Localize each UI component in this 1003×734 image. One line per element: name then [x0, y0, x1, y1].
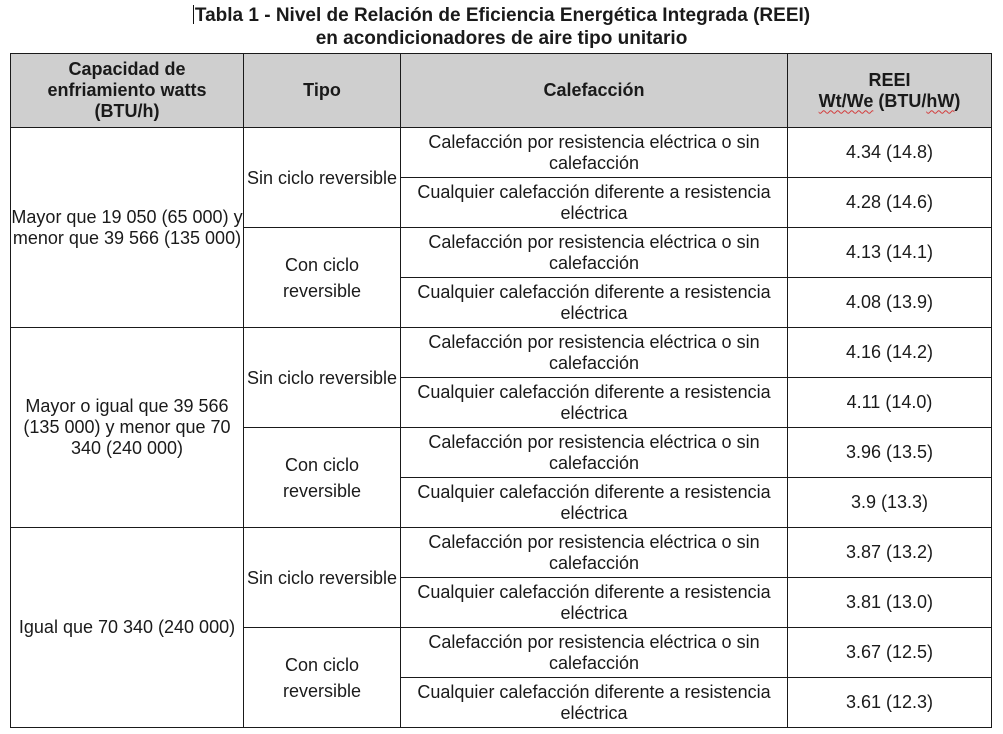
table-caption [0, 4, 1003, 50]
caption-line-1 [0, 4, 1003, 27]
capacity-line: menor que 39 566 (135 000) [12, 227, 242, 248]
header-reei [788, 54, 992, 128]
header-reei-label: REEI [868, 69, 911, 90]
text-cursor [193, 5, 194, 24]
table-row [11, 128, 992, 178]
tipo-cell: Sin ciclo reversible [244, 328, 401, 428]
header-row [11, 54, 992, 128]
calefaccion-cell: Calefacción por resistencia eléctrica o sin calefacción [401, 428, 788, 478]
tipo-cell: Con ciclo reversible [244, 428, 401, 528]
reei-value: 4.08 (13.9) [788, 278, 992, 328]
header-reei-unit: Wt/We (BTU/hW) [818, 90, 961, 111]
reei-value: 3.67 (12.5) [788, 628, 992, 678]
capacity-cell: Igual que 70 340 (240 000) [11, 528, 244, 728]
table-row [11, 528, 992, 578]
tipo-cell: Sin ciclo reversible [244, 128, 401, 228]
calefaccion-cell: Calefacción por resistencia eléctrica o sin calefacción [401, 628, 788, 678]
tipo-cell: Con ciclo reversible [244, 228, 401, 328]
calefaccion-cell: Cualquier calefacción diferente a resistencia eléctrica [401, 178, 788, 228]
header-tipo: Tipo [244, 54, 401, 128]
reei-value: 4.11 (14.0) [788, 378, 992, 428]
reei-value: 4.13 (14.1) [788, 228, 992, 278]
reei-value: 3.96 (13.5) [788, 428, 992, 478]
reei-value: 3.9 (13.3) [788, 478, 992, 528]
header-capacidad: Capacidad de enfriamiento watts (BTU/h) [11, 54, 244, 128]
calefaccion-cell: Cualquier calefacción diferente a resistencia eléctrica [401, 578, 788, 628]
calefaccion-cell: Calefacción por resistencia eléctrica o sin calefacción [401, 128, 788, 178]
spell-underlined-word: Wt/We [818, 90, 874, 111]
reei-table [10, 53, 992, 728]
reei-value: 3.61 (12.3) [788, 678, 992, 728]
reei-value: 3.81 (13.0) [788, 578, 992, 628]
reei-value: 4.34 (14.8) [788, 128, 992, 178]
capacity-cell [11, 128, 244, 328]
calefaccion-cell: Cualquier calefacción diferente a resistencia eléctrica [401, 278, 788, 328]
calefaccion-cell: Calefacción por resistencia eléctrica o sin calefacción [401, 228, 788, 278]
tipo-cell: Sin ciclo reversible [244, 528, 401, 628]
reei-value: 4.28 (14.6) [788, 178, 992, 228]
reei-value: 4.16 (14.2) [788, 328, 992, 378]
calefaccion-cell: Cualquier calefacción diferente a resistencia eléctrica [401, 378, 788, 428]
calefaccion-cell: Calefacción por resistencia eléctrica o sin calefacción [401, 528, 788, 578]
tipo-cell: Con ciclo reversible [244, 628, 401, 728]
capacity-line: Mayor que 19 050 (65 000) y [11, 206, 243, 227]
calefaccion-cell: Cualquier calefacción diferente a resistencia eléctrica [401, 478, 788, 528]
header-calefaccion: Calefacción [401, 54, 788, 128]
spell-underlined-word: hW [926, 90, 955, 111]
table-row [11, 328, 992, 378]
capacity-cell: Mayor o igual que 39 566 (135 000) y menor que 70 340 (240 000) [11, 328, 244, 528]
calefaccion-cell: Calefacción por resistencia eléctrica o sin calefacción [401, 328, 788, 378]
reei-value: 3.87 (13.2) [788, 528, 992, 578]
caption-title: Tabla 1 - Nivel de Relación de Eficiencia Energética Integrada (REEI) [194, 5, 811, 26]
caption-line-2: en acondicionadores de aire tipo unitario [315, 28, 688, 49]
calefaccion-cell: Cualquier calefacción diferente a resistencia eléctrica [401, 678, 788, 728]
